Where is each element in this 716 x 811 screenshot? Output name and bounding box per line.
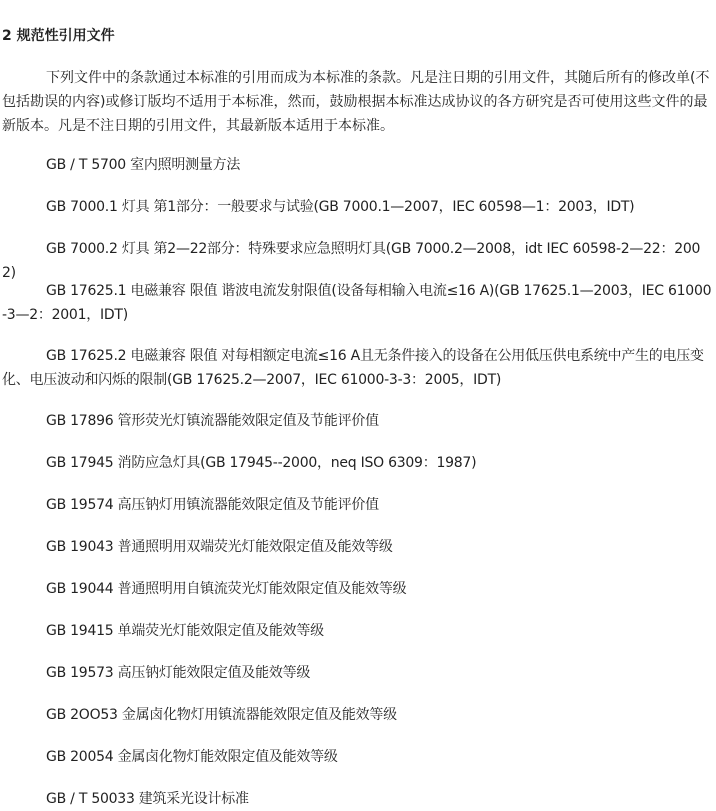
reference-item-gb7000-1: GB 7000.1 灯具 第1部分：一般要求与试验(GB 7000.1—2007，IEC 60598—1：2003，IDT) — [46, 199, 635, 215]
reference-item-gb7000-2: GB 7000.2 灯具 第2—22部分：特殊要求应急照明灯具(GB 7000.2—2008，idt IEC 60598-2—22：2002) — [2, 241, 701, 281]
reference-item-gb17896: GB 17896 管形荧光灯镇流器能效限定值及节能评价值 — [46, 413, 379, 429]
section-heading: 2 规范性引用文件 — [2, 28, 115, 44]
reference-item-gb17945: GB 17945 消防应急灯具(GB 17945--2000，neq ISO 6309：1987) — [46, 455, 477, 471]
reference-item-gb17625-1: GB 17625.1 电磁兼容 限值 谐波电流发射限值(设备每相输入电流≤16 A)(GB 17625.1—2003，IEC 61000-3—2：2001，IDT) — [2, 283, 712, 323]
reference-item-gb19044: GB 19044 普通照明用自镇流荧光灯能效限定值及能效等级 — [46, 581, 407, 597]
reference-item-gb20053: GB 2OO53 金属卤化物灯用镇流器能效限定值及能效等级 — [46, 707, 397, 723]
reference-item-gb19043: GB 19043 普通照明用双端荧光灯能效限定值及能效等级 — [46, 539, 393, 555]
reference-item-gb19574: GB 19574 高压钠灯用镇流器能效限定值及节能评价值 — [46, 497, 379, 513]
reference-item-gb20054: GB 20054 金属卤化物灯能效限定值及能效等级 — [46, 749, 338, 765]
reference-item-gbt5700: GB / T 5700 室内照明测量方法 — [46, 157, 241, 173]
reference-item-gb17625-2: GB 17625.2 电磁兼容 限值 对每相额定电流≤16 A且无条件接入的设备在公用低压供电系统中产生的电压变化、电压波动和闪烁的限制(GB 17625.2—2007，IEC 61000-3-3：2005，IDT) — [2, 348, 704, 388]
reference-item-gb19573: GB 19573 高压钠灯能效限定值及能效等级 — [46, 665, 311, 681]
reference-item-gbt50033: GB / T 50033 建筑采光设计标准 — [46, 791, 249, 807]
intro-paragraph: 下列文件中的条款通过本标准的引用而成为本标准的条款。凡是注日期的引用文件，其随后所有的修改单(不包括勘误的内容)或修订版均不适用于本标准，然而，鼓励根据本标准达成协议的各方研究是否可使用这些文件的最新版本。凡是不注日期的引用文件，其最新版本适用于本标准。 — [2, 70, 710, 134]
reference-item-gb19415: GB 19415 单端荧光灯能效限定值及能效等级 — [46, 623, 324, 639]
